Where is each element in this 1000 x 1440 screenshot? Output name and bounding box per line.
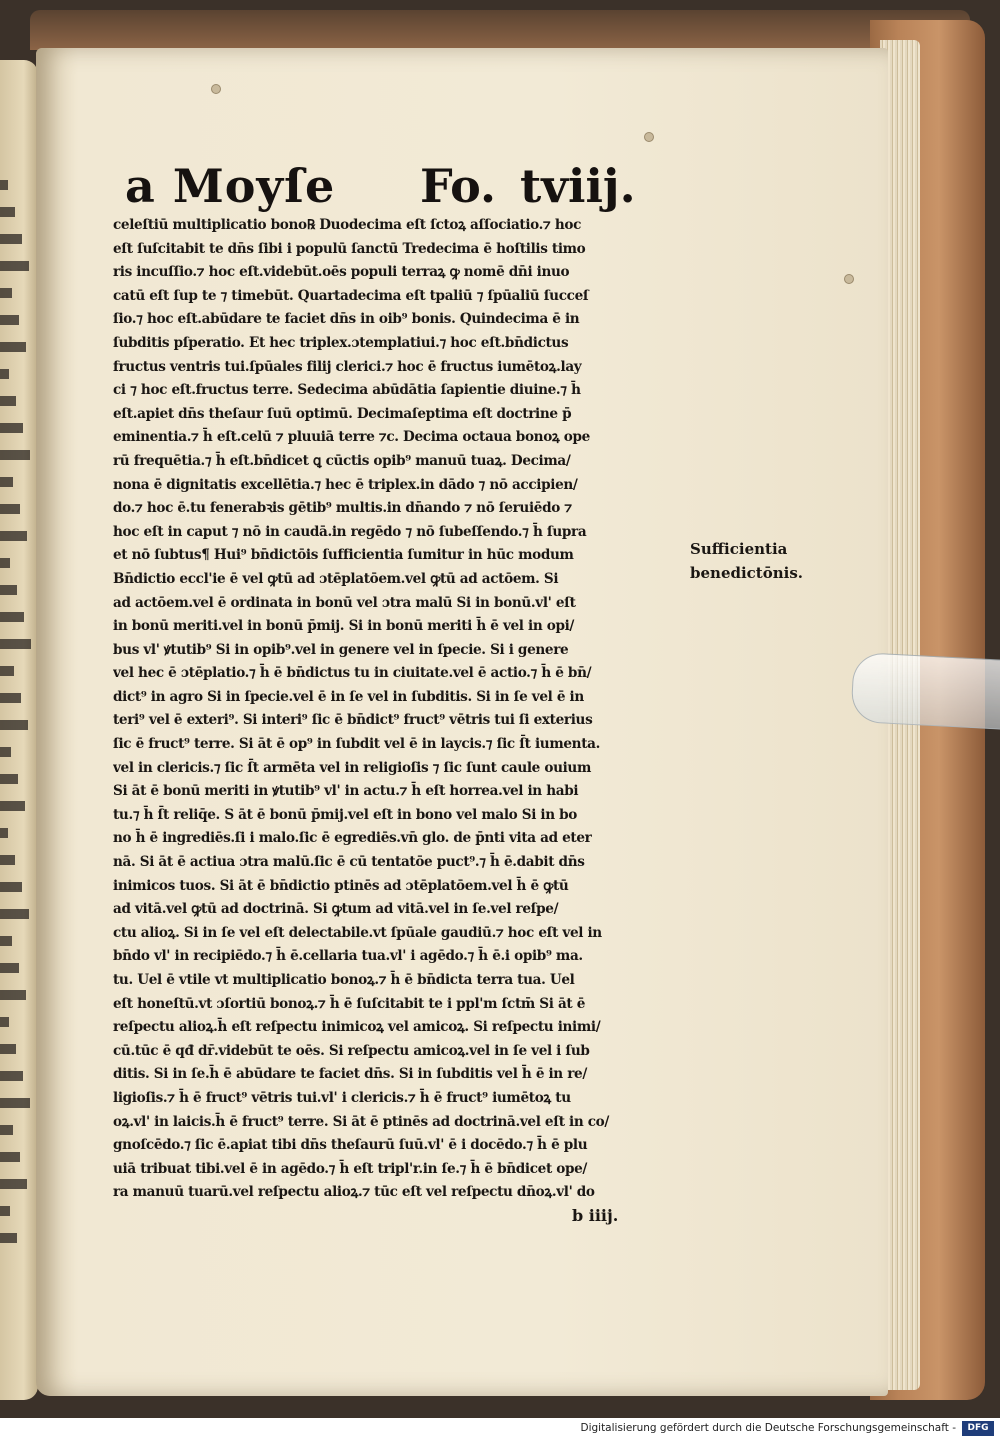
text-line: eſt.apiet dn̄s theſaur ſuū optimū. Decimaſeptima eſt doctrine p̄: [113, 405, 572, 422]
text-line: et nō ſubtus¶ Hui⁹ bn̄dictōis ſufficientia ſumitur in hūc modum: [113, 547, 574, 564]
text-line: do.⁊ hoc ē.tu fenerabꝛis gētib⁹ multis.in dn̄ando ⁊ nō ſeruiēdo ⁊: [113, 500, 572, 517]
facing-page-text-fragment: [0, 720, 28, 730]
facing-page-text-fragment: [0, 909, 29, 919]
text-line: dict⁹ in agro Si in ſpecie.vel ē in ſe vel in ſubditis. Si in ſe vel ē in: [113, 688, 584, 705]
text-line: cū.tūc ē qđ dr̄.videbūt te oēs. Si reſpectu amicoꝝ.vel in ſe vel i ſub: [113, 1042, 590, 1059]
facing-page-text-fragment: [0, 585, 17, 595]
text-line: no h̄ ē ingrediēs.ſi i malo.ſic ē egrediēs.vn̄ glo. de p̄nti vita ad eter: [113, 830, 592, 847]
facing-page-text-fragment: [0, 855, 15, 865]
dfg-logo: DFG: [962, 1421, 994, 1436]
marginal-note-line: benedictōnis.: [690, 564, 804, 582]
facing-page-text-fragment: [0, 801, 25, 811]
facing-page-text-fragment: [0, 315, 19, 325]
text-line: tu. Uel ē vtile vt multiplicatio bonoꝝ.⁊ h̄ ē bn̄dicta terra tua. Uel: [113, 972, 575, 988]
header-folio-number: tviij.: [520, 159, 636, 213]
facing-page-text-fragment: [0, 342, 26, 352]
text-line: ditis. Si in ſe.h̄ ē abūdare te faciet dn̄s. Si in ſubditis vel h̄ ē in re/: [113, 1066, 587, 1083]
text-line: eſt honeſtū.vt ɔſortiū bonoꝝ.⁊ h̄ ē ſuſcitabit te i ppl'm ſctm̄ Si āt ē: [113, 995, 586, 1012]
text-line: Si āt ē bonū meriti in ꝟtutib⁹ vl' in actu.⁊ h̄ eſt horrea.vel in habi: [113, 783, 579, 800]
text-line: ſio.⁊ hoc eſt.abūdare te faciet dn̄s in oib⁹ bonis. Quindecima ē in: [113, 311, 580, 328]
transparent-bookmark-strip: [850, 652, 1000, 730]
signature-mark: b iiij.: [572, 1206, 619, 1225]
facing-page-text-fragment: [0, 1071, 23, 1081]
facing-page-text-fragment: [0, 450, 30, 460]
facing-page-text-fragment: [0, 936, 12, 946]
page-hole: [844, 274, 854, 284]
running-header: [125, 155, 645, 215]
text-line: eſt ſuſcitabit te dn̄s ſibi i populū ſanctū Tredecima ē hoſtilis timo: [113, 240, 586, 257]
facing-page-text-fragment: [0, 693, 21, 703]
header-title: a Moyſe: [125, 159, 336, 213]
facing-page-text-fragment: [0, 180, 8, 190]
text-line: bn̄do vl' in recipiēdo.⁊ h̄ ē.cellaria tua.vl' i agēdo.⁊ h̄ ē.i opib⁹ ma.: [113, 948, 583, 965]
text-line: ligioſis.⁊ h̄ ē fruct⁹ vētris tui.vl' i clericis.⁊ h̄ ē fruct⁹ iumētoꝝ tu: [113, 1089, 571, 1106]
facing-page-text-fragment: [0, 963, 19, 973]
facing-page-text-fragment: [0, 1206, 10, 1216]
facing-page-text-fragment: [0, 504, 20, 514]
text-line: vel hec ē ɔtēplatio.⁊ h̄ ē bn̄dictus tu in ciuitate.vel ē actio.⁊ h̄ ē bn̄/: [113, 665, 592, 682]
facing-page-text-fragment: [0, 747, 11, 757]
text-line: hoc eſt in caput ⁊ nō in caudā.in regēdo ⁊ nō ſubeſſendo.⁊ h̄ ſupra: [113, 523, 587, 540]
text-line: gnoſcēdo.⁊ ſic ē.apiat tibi dn̄s theſaurū ſuū.vl' ē i docēdo.⁊ h̄ ē plu: [113, 1137, 588, 1154]
facing-page-text-fragment: [0, 1017, 9, 1027]
header-folio-label: Fo.: [420, 159, 497, 213]
text-line: oꝝ.vl' in laicis.h̄ ē fruct⁹ terre. Si āt ē ptinēs ad doctrinā.vel eſt in co/: [113, 1113, 610, 1130]
text-line: Bn̄dictio eccl'ie ē vel ꝙtū ad ɔtēplatōem.vel ꝙtū ad actōem. Si: [113, 570, 559, 587]
facing-page-text-fragment: [0, 531, 27, 541]
text-line: in bonū meriti.vel in bonū p̄mij. Si in bonū meriti h̄ ē vel in opi/: [113, 618, 575, 635]
facing-page-text-fragment: [0, 288, 12, 298]
text-line: ci ⁊ hoc eſt.fructus terre. Sedecima abūdātia ſapientie diuine.⁊ h̄: [113, 382, 581, 399]
facing-page-text-fragment: [0, 666, 14, 676]
text-line: ris incuſſio.⁊ hoc eſt.videbūt.oēs populi terraꝝ ꝙ nomē dn̄i inuo: [113, 264, 570, 281]
text-line: uiā tribuat tibi.vel ē in agēdo.⁊ h̄ eſt tripl'r.in ſe.⁊ h̄ ē bn̄dicet ope/: [113, 1160, 588, 1177]
facing-page-text-fragment: [0, 477, 13, 487]
text-line: nā. Si āt ē actiua ɔtra malū.ſic ē cū tentatōe puct⁹.⁊ h̄ ē.dabit dn̄s: [113, 854, 585, 871]
text-line: rū frequētia.⁊ h̄ eſt.bn̄dicet ꝗ cūctis opib⁹ manuū tuaꝝ. Decima/: [113, 452, 571, 469]
text-line: inimicos tuos. Si āt ē bn̄dictio ptinēs ad ɔtēplatōem.vel h̄ ē ꝙtū: [113, 877, 569, 894]
text-line: fructus ventris tui.ſpūales filij clerici.⁊ hoc ē fructus iumētoꝝ.lay: [113, 358, 582, 375]
facing-page-text-fragment: [0, 558, 10, 568]
text-line: vel in clericis.⁊ ſic ſ̄t armēta vel in religioſis ⁊ ſic ſunt caule ouium: [113, 759, 591, 776]
facing-page-text-fragment: [0, 882, 22, 892]
facing-page-text-fragment: [0, 234, 22, 244]
text-line: reſpectu alioꝝ.h̄ eſt reſpectu inimicoꝝ vel amicoꝝ. Si reſpectu inimi/: [113, 1019, 601, 1036]
text-line: bus vl' ꝟtutib⁹ Si in opib⁹.vel in genere vel in ſpecie. Si i genere: [113, 641, 569, 658]
left-facing-page-sliver: [0, 60, 38, 1400]
facing-page-text-fragment: [0, 1233, 17, 1243]
page-hole: [644, 132, 654, 142]
text-line: ra manuū tuarū.vel reſpectu alioꝝ.⁊ tūc eſt vel reſpectu dn̄oꝝ.vl' do: [113, 1184, 595, 1201]
facing-page-text-fragment: [0, 207, 15, 217]
text-line: eminentia.⁊ h̄ eſt.celū ⁊ pluuiā terre ⁊c. Decima octaua bonoꝝ ope: [113, 429, 590, 446]
facing-page-text-fragment: [0, 1179, 27, 1189]
facing-page-text-fragment: [0, 1098, 30, 1108]
text-line: ctu alioꝝ. Si in ſe vel eſt delectabile.vt ſpūale gaudiū.⁊ hoc eſt vel in: [113, 924, 602, 941]
text-line: celeſtiū multiplicatio bono℞ Duodecima eſt ſctoꝝ aſſociatio.⁊ hoc: [113, 217, 581, 233]
facing-page-text-fragment: [0, 990, 26, 1000]
text-line: ad actōem.vel ē ordinata in bonū vel ɔtra malū Si in bonū.vl' eſt: [113, 594, 576, 611]
text-line: tu.⁊ h̄ ſ̄t reliq̄e. S āt ē bonū p̄mij.vel eſt in bono vel malo Si in bo: [113, 806, 577, 823]
footer-credit: Digitalisierung gefördert durch die Deutsche Forschungsgemeinschaft -: [580, 1422, 956, 1434]
facing-page-text-fragment: [0, 639, 31, 649]
facing-page-text-fragment: [0, 1125, 13, 1135]
facing-page-text-fragment: [0, 1044, 16, 1054]
text-line: ſubditis pſperatio. Et hec triplex.ɔtemplatiui.⁊ hoc eſt.bn̄dictus: [113, 334, 569, 351]
facing-page-text-fragment: [0, 369, 9, 379]
book-cover-top-edge: [30, 10, 970, 50]
facing-page-text-fragment: [0, 828, 8, 838]
facing-page-text-fragment: [0, 1152, 20, 1162]
text-line: catū eſt ſup te ⁊ timebūt. Quartadecima eſt tpaliū ⁊ ſpūaliū ſucceſ: [113, 287, 589, 304]
text-line: ad vitā.vel ꝙtū ad doctrinā. Si ꝙtum ad vitā.vel in ſe.vel reſpe/: [113, 901, 559, 918]
footer-bar: [0, 1418, 1000, 1440]
facing-page-text-fragment: [0, 612, 24, 622]
facing-page-text-fragment: [0, 261, 29, 271]
facing-page-text-fragment: [0, 423, 23, 433]
facing-page-text-fragment: [0, 774, 18, 784]
text-line: ſic ē fruct⁹ terre. Si āt ē op⁹ in ſubdit vel ē in laycis.⁊ ſic ſ̄t iumenta.: [113, 736, 600, 753]
text-line: nona ē dignitatis excellētia.⁊ hec ē triplex.in dādo ⁊ nō accipien/: [113, 476, 578, 493]
page-hole: [211, 84, 221, 94]
body-text-column: [113, 214, 688, 1205]
facing-page-text-fragment: [0, 396, 16, 406]
marginal-note-line: Sufficientia: [690, 540, 788, 558]
marginal-note: [690, 537, 825, 585]
text-line: teri⁹ vel ē exteri⁹. Si interi⁹ ſic ē bn̄dict⁹ fruct⁹ vētris tui ſi exterius: [113, 712, 593, 729]
